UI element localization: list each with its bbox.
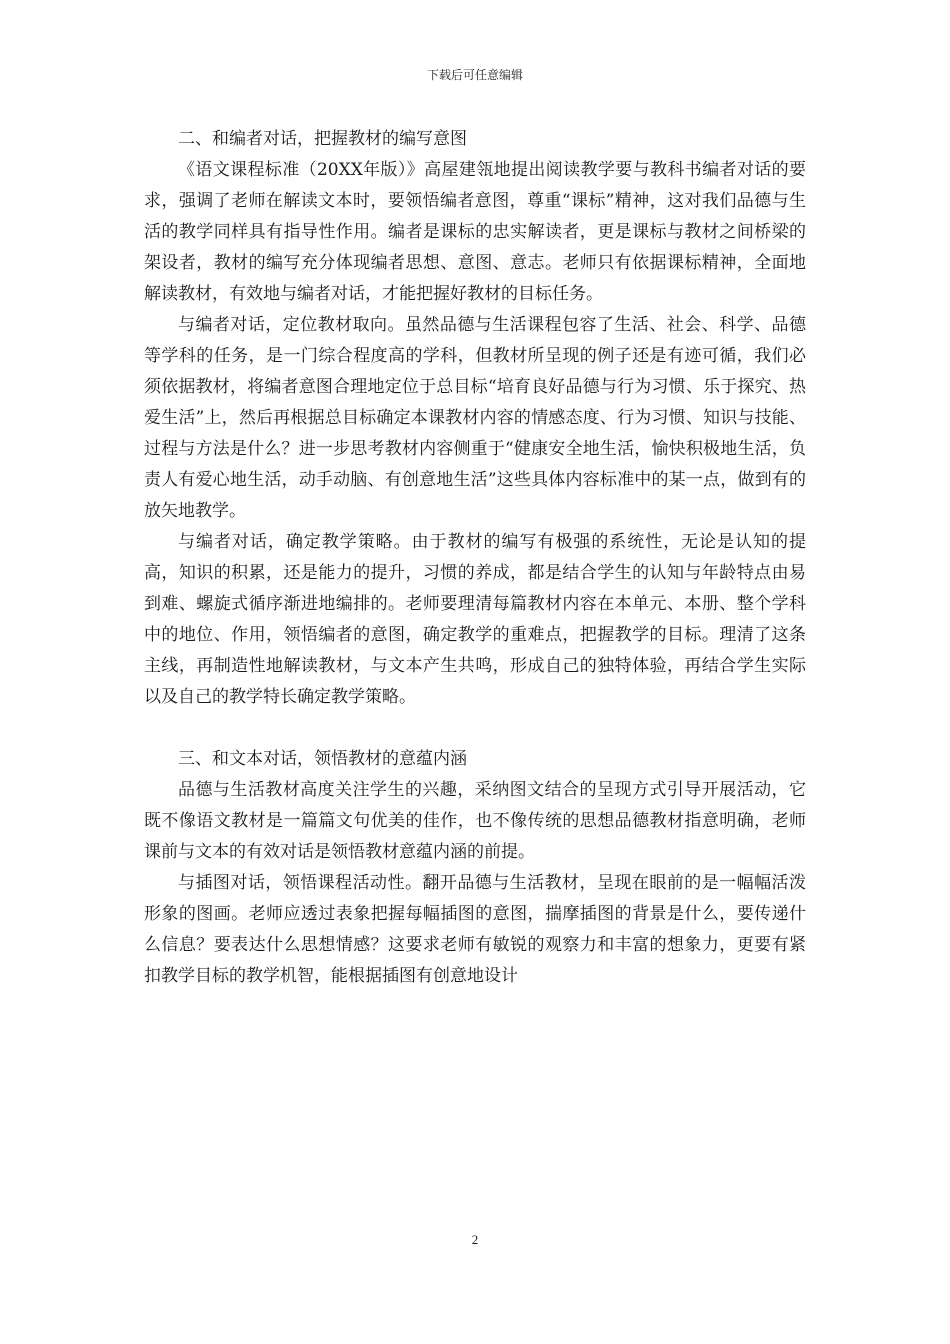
section-heading: 三、和文本对话，领悟教材的意蕴内涵 [178,749,467,769]
section-spacer [144,713,806,744]
paragraph: 与编者对话，定位教材取向。虽然品德与生活课程包容了生活、社会、科学、品德等学科的任务，是一门综合程度高的学科，但教材所呈现的例子还是有迹可循，我们必须依据教材，将编者意图合理地定位于总目标“培育良好品德与行为习惯、乐于探究、热爱生活”上，然后再根据总目标确定本课教材内容的情感态度、行为习惯、知识与技能、过程与方法是什么？进一步思考教材内容侧重于“健康安全地生活，愉快积极地生活，负责人有爱心地生活，动手动脑、有创意地生活”这些具体内容标准中的某一点，做到有的放矢地教学。 [144,315,806,521]
document-body [144,124,806,992]
paragraph: 《语文课程标准（20XX年版）》高屋建瓴地提出阅读教学要与教科书编者对话的要求，强调了老师在解读文本时，要领悟编者意图，尊重“课标”精神，这对我们品德与生活的教学同样具有指导性作用。编者是课标的忠实解读者，更是课标与教材之间桥梁的架设者，教材的编写充分体现编者思想、意图、意志。老师只有依据课标精神，全面地解读教材，有效地与编者对话，才能把握好教材的目标任务。 [144,160,806,304]
paragraph: 与插图对话，领悟课程活动性。翻开品德与生活教材，呈现在眼前的是一幅幅活泼形象的图画。老师应透过表象把握每幅插图的意图，揣摩插图的背景是什么，要传递什么信息？要表达什么思想情感？这要求老师有敏锐的观察力和丰富的想象力，更要有紧扣教学目标的教学机智，能根据插图有创意地设计 [144,873,806,986]
page-number: 2 [471,1232,479,1247]
page-header: 下载后可任意编辑 [426,68,523,82]
paragraph: 品德与生活教材高度关注学生的兴趣，采纳图文结合的呈现方式引导开展活动，它既不像语文教材是一篇篇文句优美的佳作，也不像传统的思想品德教材指意明确，老师课前与文本的有效对话是领悟教材意蕴内涵的前提。 [144,780,806,862]
paragraph: 与编者对话，确定教学策略。由于教材的编写有极强的系统性，无论是认知的提高，知识的积累，还是能力的提升，习惯的养成，都是结合学生的认知与年龄特点由易到难、螺旋式循序渐进地编排的。老师要理清每篇教材内容在本单元、本册、整个学科中的地位、作用，领悟编者的意图，确定教学的重难点，把握教学的目标。理清了这条主线，再制造性地解读教材，与文本产生共鸣，形成自己的独特体验，再结合学生实际以及自己的教学特长确定教学策略。 [144,532,806,707]
section-heading: 二、和编者对话，把握教材的编写意图 [178,129,467,149]
